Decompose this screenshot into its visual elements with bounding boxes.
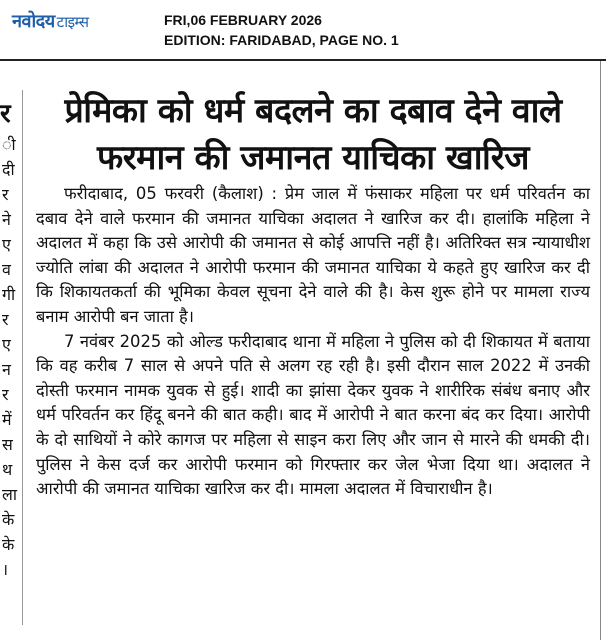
- fragment: ला: [2, 485, 17, 504]
- fragment: ए: [2, 335, 11, 354]
- fragment: स: [2, 435, 13, 454]
- column-divider: [22, 90, 23, 625]
- fragment: र: [2, 385, 9, 404]
- logo-sub-text: टाइम्स: [56, 13, 89, 31]
- fragment: ने: [2, 210, 11, 229]
- edition-meta: [164, 10, 399, 50]
- fragment: के: [2, 510, 15, 529]
- adjacent-column-fragment: [0, 86, 18, 640]
- date-line: FRI,06 FEBRUARY 2026: [164, 12, 322, 28]
- fragment: न: [2, 360, 11, 379]
- headline-line-2: फरमान की जमानत याचिका खारिज: [97, 138, 529, 178]
- fragment: थ: [2, 460, 13, 479]
- adjacent-heading-fragment: र: [0, 99, 11, 129]
- article-paragraph: फरीदाबाद, 05 फरवरी (कैलाश) : प्रेम जाल में फंसाकर महिला पर धर्म परिवर्तन का दबाव देने वाले फरमान की जमानत याचिका अदालत ने खारिज कर दी। हालांकि महिला ने अदालत में कहा कि उसे आरोपी की जमानत से कोई आपत्ति नहीं है। अतिरिक्त सत्र न्यायाधीश ज्योति लांबा की अदालत ने आरोपी फरमान की जमानत याचिका ये कहते हुए खारिज कर दी कि शिकायतकर्ता की भूमिका केवल सूचना देने वाले की है। केस शुरू होने पर मामला राज्य बनाम आरोपी बन जाता है।: [36, 184, 590, 326]
- fragment: में: [2, 410, 12, 429]
- fragment: व: [2, 260, 11, 279]
- fragment: र: [2, 185, 9, 204]
- fragment: दी: [2, 160, 15, 179]
- logo-main-text: नवोदय: [12, 11, 55, 32]
- headline-line-1: प्रेमिका को धर्म बदलने का दबाव देने वाले: [64, 91, 562, 131]
- masthead: [0, 0, 606, 58]
- fragment: ।: [2, 560, 9, 579]
- article-paragraph: 7 नवंबर 2025 को ओल्ड फरीदाबाद थाना में महिला ने पुलिस को दी शिकायत में बताया कि वह करीब 7 साल से अपने पति से अलग रह रही है। इसी दौरान साल 2022 में उनकी दोस्ती फरमान नामक युवक से हुई। शादी का झांसा देकर युवक ने शारीरिक संबंध बनाए और धर्म परिवर्तन कर हिंदू बनने की बात कही। बाद में आरोपी ने बात करना बंद कर दिया। आरोपी के दो साथियों ने कोरे कागज पर महिला से साइन करा लिए और जान से मारने की धमकी दी। पुलिस ने केस दर्ज कर आरोपी फरमान को गिरफ्तार कर जेल भेजा दिया था। अदालत ने आरोपी की जमानत याचिका खारिज कर दी। मामला अदालत में विचाराधीन है।: [36, 331, 590, 499]
- article-headline: [30, 88, 596, 182]
- newspaper-logo: [12, 9, 89, 33]
- masthead-divider: [0, 59, 606, 61]
- fragment: र: [2, 310, 9, 329]
- fragment: ए: [2, 235, 11, 254]
- edition-line: EDITION: FARIDABAD, PAGE NO. 1: [164, 32, 399, 48]
- article-body: [36, 182, 590, 502]
- right-border: [600, 61, 601, 640]
- fragment: के: [2, 535, 15, 554]
- fragment: गी: [2, 285, 16, 304]
- fragment: ी: [2, 135, 16, 154]
